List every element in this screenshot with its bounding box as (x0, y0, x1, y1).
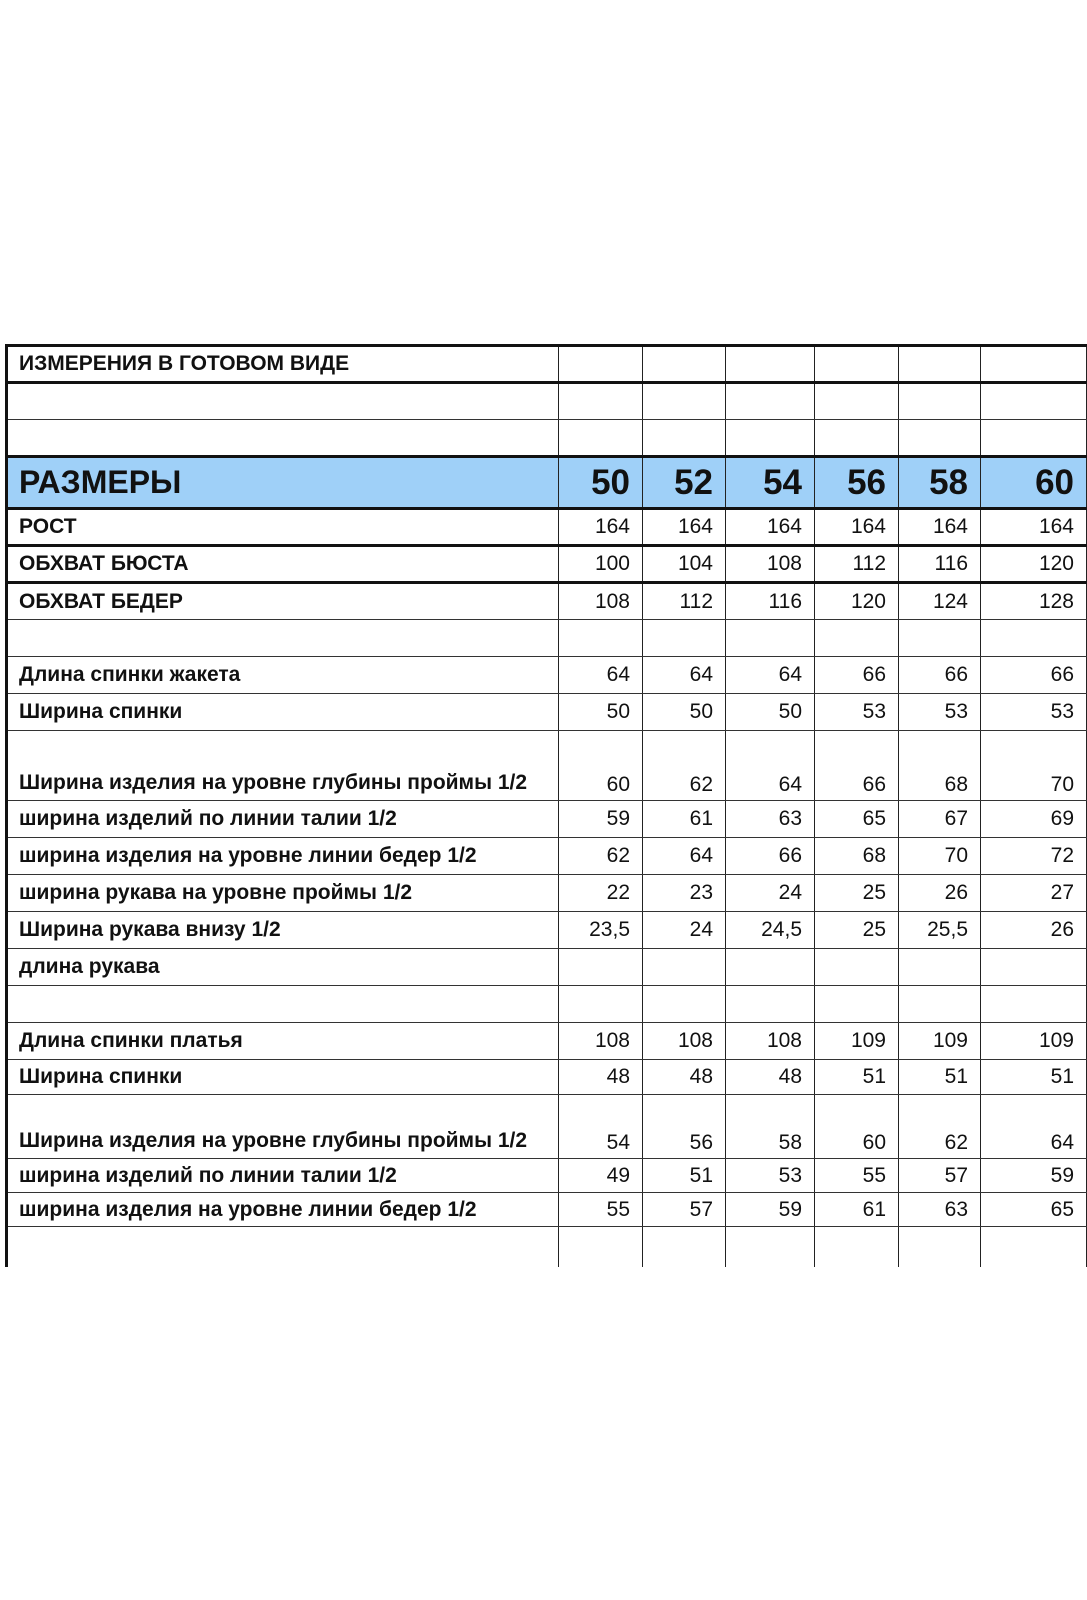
measurement-cell (643, 986, 726, 1023)
measurement-cell: 57 (643, 1193, 726, 1227)
measurement-cell: 104 (643, 546, 726, 583)
measurement-cell: 50 (643, 694, 726, 731)
measurement-cell (643, 620, 726, 657)
measurement-cell: 64 (726, 657, 815, 694)
row-label: ширина изделия на уровне линии бедер 1/2 (7, 1193, 559, 1227)
table-row (7, 1060, 1087, 1095)
size-header-label: РАЗМЕРЫ (7, 457, 559, 509)
table-row (7, 912, 1087, 949)
measurement-cell: 108 (559, 583, 643, 620)
measurement-cell: 62 (899, 1095, 981, 1159)
row-label: Ширина рукава внизу 1/2 (7, 912, 559, 949)
size-header-cell: 60 (981, 457, 1087, 509)
measurements-sheet (5, 344, 1074, 1266)
measurement-cell: 124 (899, 583, 981, 620)
measurement-cell (643, 1227, 726, 1267)
measurement-cell: 128 (981, 583, 1087, 620)
empty-cell (899, 420, 981, 457)
measurement-cell: 58 (726, 1095, 815, 1159)
table-row (7, 1193, 1087, 1227)
measurement-cell: 53 (815, 694, 899, 731)
measurement-cell: 65 (815, 801, 899, 838)
measurement-cell: 64 (643, 657, 726, 694)
measurement-cell (899, 620, 981, 657)
measurement-cell: 51 (643, 1159, 726, 1193)
table-row (7, 657, 1087, 694)
measurement-cell: 25 (815, 912, 899, 949)
measurement-cell (726, 986, 815, 1023)
measurement-cell: 61 (643, 801, 726, 838)
measurement-cell: 108 (643, 1023, 726, 1060)
measurement-cell: 48 (726, 1060, 815, 1095)
measurement-cell: 63 (899, 1193, 981, 1227)
row-label: длина рукава (7, 949, 559, 986)
row-label: Длина спинки жакета (7, 657, 559, 694)
measurement-cell: 48 (643, 1060, 726, 1095)
empty-cell (899, 346, 981, 383)
measurement-cell: 100 (559, 546, 643, 583)
measurement-cell: 24 (643, 912, 726, 949)
measurement-cell (981, 986, 1087, 1023)
row-label: ширина изделий по линии талии 1/2 (7, 1159, 559, 1193)
measurement-cell: 59 (981, 1159, 1087, 1193)
size-header-cell: 52 (643, 457, 726, 509)
measurement-cell: 66 (981, 657, 1087, 694)
measurement-cell: 164 (899, 509, 981, 546)
size-header-cell: 50 (559, 457, 643, 509)
measurement-cell: 23,5 (559, 912, 643, 949)
measurement-cell (981, 949, 1087, 986)
measurement-cell (815, 986, 899, 1023)
measurement-cell: 70 (981, 731, 1087, 801)
table-row (7, 1095, 1087, 1159)
measurement-cell: 59 (726, 1193, 815, 1227)
measurement-cell: 55 (559, 1193, 643, 1227)
measurement-cell: 64 (559, 657, 643, 694)
size-header-cell: 58 (899, 457, 981, 509)
measurement-cell (559, 1227, 643, 1267)
size-header-cell: 56 (815, 457, 899, 509)
measurement-cell (899, 949, 981, 986)
empty-cell (726, 420, 815, 457)
row-label: Ширина спинки (7, 694, 559, 731)
measurement-cell: 64 (981, 1095, 1087, 1159)
measurement-cell: 164 (559, 509, 643, 546)
measurement-cell: 66 (899, 657, 981, 694)
empty-cell (815, 383, 899, 420)
empty-cell (899, 383, 981, 420)
size-chart-body (7, 346, 1087, 1267)
measurement-cell: 48 (559, 1060, 643, 1095)
measurement-cell: 67 (899, 801, 981, 838)
measurement-cell: 50 (726, 694, 815, 731)
measurement-cell: 120 (981, 546, 1087, 583)
measurement-cell: 27 (981, 875, 1087, 912)
measurement-cell: 120 (815, 583, 899, 620)
empty-cell (559, 420, 643, 457)
size-chart-table (5, 344, 1087, 1267)
measurement-cell: 59 (559, 801, 643, 838)
measurement-cell: 61 (815, 1193, 899, 1227)
measurement-cell: 22 (559, 875, 643, 912)
measurement-cell (815, 620, 899, 657)
measurement-cell: 69 (981, 801, 1087, 838)
row-label: ширина рукава на уровне проймы 1/2 (7, 875, 559, 912)
measurement-cell: 164 (815, 509, 899, 546)
measurement-cell: 56 (643, 1095, 726, 1159)
table-row (7, 1159, 1087, 1193)
measurement-cell (815, 1227, 899, 1267)
measurement-cell (726, 620, 815, 657)
measurement-cell (643, 949, 726, 986)
measurement-cell: 68 (899, 731, 981, 801)
table-row (7, 875, 1087, 912)
table-row (7, 1227, 1087, 1267)
measurement-cell: 108 (559, 1023, 643, 1060)
measurement-cell: 55 (815, 1159, 899, 1193)
measurement-cell: 109 (981, 1023, 1087, 1060)
table-row (7, 949, 1087, 986)
measurement-cell: 65 (981, 1193, 1087, 1227)
size-header-row (7, 457, 1087, 509)
table-row (7, 801, 1087, 838)
measurement-cell: 64 (726, 731, 815, 801)
measurement-cell (981, 620, 1087, 657)
measurement-cell (559, 986, 643, 1023)
measurement-cell (726, 949, 815, 986)
measurement-cell: 164 (726, 509, 815, 546)
measurement-cell: 51 (899, 1060, 981, 1095)
empty-cell (815, 346, 899, 383)
measurement-cell: 49 (559, 1159, 643, 1193)
spacer-row (7, 420, 1087, 457)
measurement-cell (815, 949, 899, 986)
empty-label (7, 383, 559, 420)
empty-label (7, 420, 559, 457)
measurement-cell: 109 (815, 1023, 899, 1060)
measurement-cell: 50 (559, 694, 643, 731)
measurement-cell: 23 (643, 875, 726, 912)
measurement-cell: 53 (899, 694, 981, 731)
measurement-cell: 62 (559, 838, 643, 875)
spacer-row (7, 383, 1087, 420)
empty-cell (643, 420, 726, 457)
measurement-cell (899, 986, 981, 1023)
measurement-cell (559, 620, 643, 657)
measurement-cell: 51 (815, 1060, 899, 1095)
empty-cell (815, 420, 899, 457)
measurement-cell: 72 (981, 838, 1087, 875)
row-label: Ширина спинки (7, 1060, 559, 1095)
measurement-cell: 25 (815, 875, 899, 912)
row-label: Ширина изделия на уровне глубины проймы 1/2 (7, 1095, 559, 1159)
measurement-cell: 68 (815, 838, 899, 875)
table-row (7, 694, 1087, 731)
table-row (7, 509, 1087, 546)
empty-cell (981, 420, 1087, 457)
measurement-cell: 24 (726, 875, 815, 912)
measurement-cell: 70 (899, 838, 981, 875)
row-label (7, 986, 559, 1023)
measurement-cell: 66 (815, 731, 899, 801)
row-label: РОСТ (7, 509, 559, 546)
measurement-cell: 112 (643, 583, 726, 620)
measurement-cell: 63 (726, 801, 815, 838)
measurement-cell: 66 (726, 838, 815, 875)
measurement-cell (559, 949, 643, 986)
table-row (7, 1023, 1087, 1060)
empty-cell (726, 346, 815, 383)
measurement-cell: 164 (981, 509, 1087, 546)
measurement-cell: 53 (726, 1159, 815, 1193)
measurement-cell: 108 (726, 546, 815, 583)
measurement-cell: 108 (726, 1023, 815, 1060)
measurement-cell: 25,5 (899, 912, 981, 949)
measurement-cell (981, 1227, 1087, 1267)
measurement-cell: 116 (726, 583, 815, 620)
measurement-cell: 26 (981, 912, 1087, 949)
measurement-cell (899, 1227, 981, 1267)
row-label: ширина изделий по линии талии 1/2 (7, 801, 559, 838)
measurement-cell: 66 (815, 657, 899, 694)
empty-cell (981, 346, 1087, 383)
measurement-cell: 26 (899, 875, 981, 912)
measurement-cell (726, 1227, 815, 1267)
row-label: Длина спинки платья (7, 1023, 559, 1060)
title-row (7, 346, 1087, 383)
empty-cell (643, 346, 726, 383)
measurement-cell: 57 (899, 1159, 981, 1193)
row-label: ширина изделия на уровне линии бедер 1/2 (7, 838, 559, 875)
empty-cell (726, 383, 815, 420)
measurement-cell: 116 (899, 546, 981, 583)
measurement-cell: 60 (559, 731, 643, 801)
table-row (7, 546, 1087, 583)
row-label: Ширина изделия на уровне глубины проймы 1/2 (7, 731, 559, 801)
empty-cell (559, 383, 643, 420)
measurement-cell: 62 (643, 731, 726, 801)
table-row (7, 620, 1087, 657)
table-row (7, 731, 1087, 801)
measurement-cell: 60 (815, 1095, 899, 1159)
row-label: ОБХВАТ БЮСТА (7, 546, 559, 583)
table-row (7, 583, 1087, 620)
empty-cell (981, 383, 1087, 420)
measurement-cell: 54 (559, 1095, 643, 1159)
empty-cell (643, 383, 726, 420)
row-label (7, 620, 559, 657)
measurement-cell: 109 (899, 1023, 981, 1060)
measurement-cell: 64 (643, 838, 726, 875)
row-label (7, 1227, 559, 1267)
measurement-cell: 164 (643, 509, 726, 546)
table-row (7, 838, 1087, 875)
empty-cell (559, 346, 643, 383)
measurement-cell: 24,5 (726, 912, 815, 949)
table-row (7, 986, 1087, 1023)
row-label: ОБХВАТ БЕДЕР (7, 583, 559, 620)
table-title: ИЗМЕРЕНИЯ В ГОТОВОМ ВИДЕ (7, 346, 559, 383)
measurement-cell: 112 (815, 546, 899, 583)
measurement-cell: 51 (981, 1060, 1087, 1095)
size-header-cell: 54 (726, 457, 815, 509)
measurement-cell: 53 (981, 694, 1087, 731)
